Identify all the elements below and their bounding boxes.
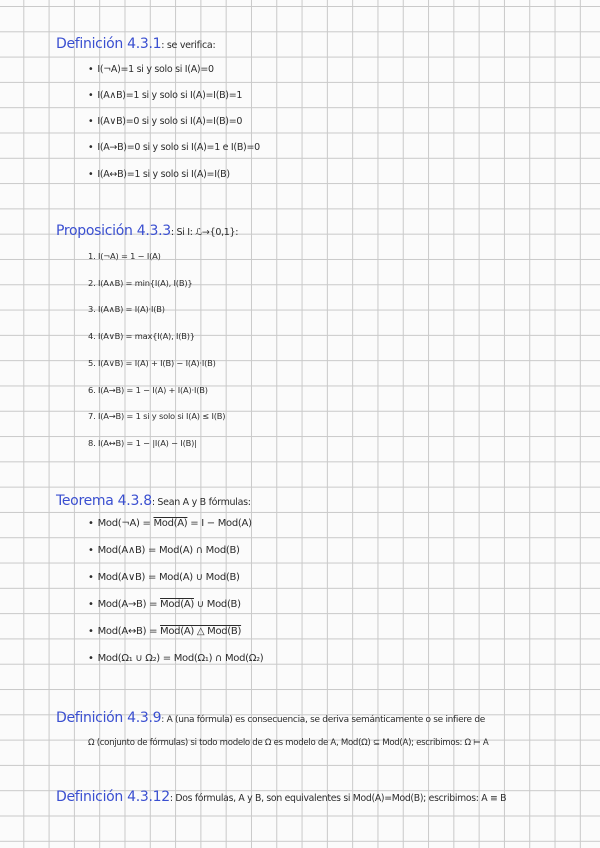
prop433-item-4: 4. I(A∨B) = max{I(A), I(B)}	[88, 331, 195, 341]
prop433-item-1: 1. I(¬A) = 1 − I(A)	[88, 251, 161, 261]
definition-4-3-9-text-1: : A (una fórmula) es consecuencia, se deriva semánticamente o se infiere de	[161, 715, 486, 725]
teo438-item-1: • Mod(¬A) = Mod(A) = I − Mod(A)	[88, 518, 252, 529]
prop433-item-2: 2. I(A∧B) = min{I(A), I(B)}	[88, 278, 193, 288]
prop433-item-6: 6. I(A→B) = 1 − I(A) + I(A)·I(B)	[88, 385, 208, 395]
definition-4-3-12-title: Definición 4.3.12	[56, 789, 170, 805]
definition-4-3-12-text: : Dos fórmulas, A y B, son equivalentes si Mod(A)=Mod(B); escribimos: A ≡ B	[169, 793, 507, 804]
definition-4-3-1-intro: : se verifica:	[161, 40, 216, 51]
def431-item-2: • I(A∧B)=1 si y solo si I(A)=I(B)=1	[88, 90, 243, 101]
teo438-item-3: • Mod(A∨B) = Mod(A) ∪ Mod(B)	[88, 572, 240, 583]
theorem-4-3-8-title: Teorema 4.3.8	[56, 493, 152, 509]
def431-item-1: • I(¬A)=1 si y solo si I(A)=0	[88, 64, 214, 75]
def431-item-5: • I(A↔B)=1 si y solo si I(A)=I(B)	[88, 169, 230, 180]
teo438-item-4: • Mod(A→B) = Mod(A) ∪ Mod(B)	[88, 599, 241, 610]
prop433-item-3: 3. I(A∧B) = I(A)·I(B)	[88, 304, 165, 314]
theorem-4-3-8-heading	[56, 490, 251, 509]
proposition-4-3-3-heading	[56, 220, 238, 239]
definition-4-3-9-title: Definición 4.3.9	[56, 710, 162, 726]
definition-4-3-9-heading	[56, 707, 485, 726]
definition-4-3-1-heading	[56, 33, 215, 52]
def431-item-4: • I(A→B)=0 si y solo si I(A)=1 e I(B)=0	[88, 142, 260, 153]
teo438-item-5: • Mod(A↔B) = Mod(A) △ Mod(B)	[88, 626, 242, 637]
teo438-item-6: • Mod(Ω₁ ∪ Ω₂) = Mod(Ω₁) ∩ Mod(Ω₂)	[88, 653, 264, 664]
proposition-4-3-3-title: Proposición 4.3.3	[56, 223, 171, 239]
definition-4-3-9-text-2: Ω (conjunto de fórmulas) si todo modelo de Ω es modelo de A, Mod(Ω) ⊆ Mod(A); escribimos: Ω ⊨ A	[88, 738, 489, 748]
prop433-item-7: 7. I(A→B) = 1 si y solo si I(A) ≤ I(B)	[88, 411, 226, 421]
theorem-4-3-8-intro: : Sean A y B fórmulas:	[151, 497, 251, 508]
prop433-item-5: 5. I(A∨B) = I(A) + I(B) − I(A)·I(B)	[88, 358, 216, 368]
prop433-item-8: 8. I(A↔B) = 1 − |I(A) − I(B)|	[88, 438, 197, 448]
def431-item-3: • I(A∨B)=0 si y solo si I(A)=I(B)=0	[88, 116, 243, 127]
teo438-item-2: • Mod(A∧B) = Mod(A) ∩ Mod(B)	[88, 545, 240, 556]
proposition-4-3-3-intro: : Si I: ℒ→{0,1}:	[170, 227, 239, 238]
definition-4-3-12-heading	[56, 786, 506, 805]
definition-4-3-1-title: Definición 4.3.1	[56, 36, 162, 52]
